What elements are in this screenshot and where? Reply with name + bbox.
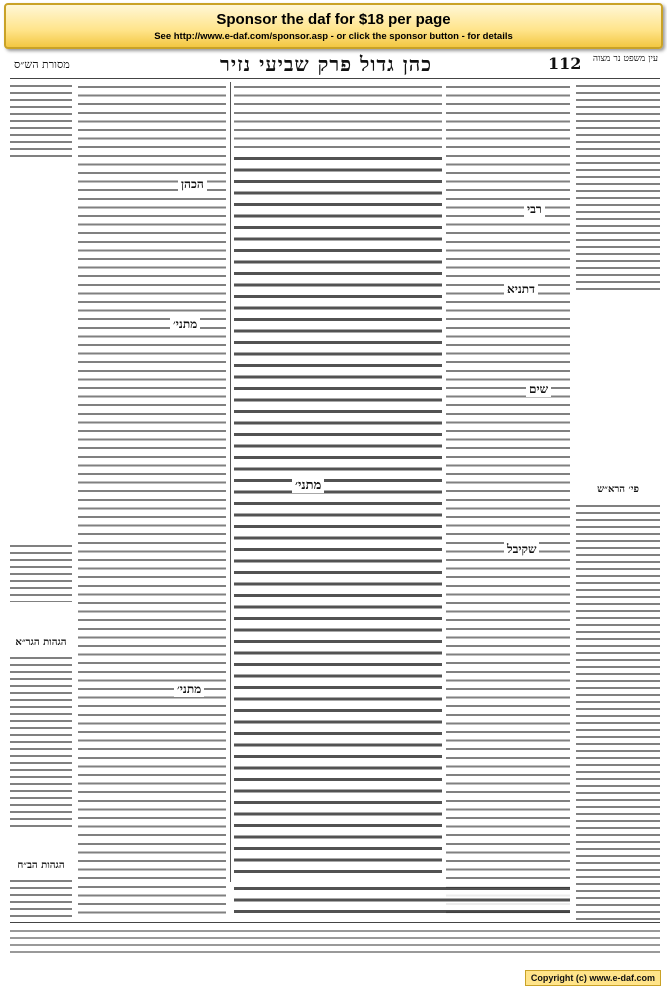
page-title: כהן גדול פרק שביעי נזיר bbox=[220, 52, 433, 76]
sponsor-banner[interactable] bbox=[4, 3, 663, 49]
tosafot-dibbur: הכהן bbox=[178, 177, 207, 192]
column-divider bbox=[230, 82, 231, 882]
gemara-top-band bbox=[234, 82, 442, 148]
page-header bbox=[10, 52, 660, 79]
tosafot-column bbox=[78, 82, 226, 920]
left-margin-column bbox=[10, 82, 72, 922]
ein-mishpat-heading: עין משפט נר מצוה bbox=[592, 54, 658, 64]
talmud-page bbox=[10, 52, 660, 970]
page-number: 112 bbox=[548, 54, 582, 73]
rashi-column bbox=[446, 82, 570, 920]
gemara-word-mishna: מתני׳ bbox=[292, 477, 324, 493]
mishna-marker-2: מתני׳ bbox=[174, 682, 204, 697]
rashi-word-2: דתניא bbox=[504, 282, 538, 297]
rashi-word-1: רבי bbox=[524, 202, 545, 217]
copyright-link[interactable]: Copyright (c) www.e-daf.com bbox=[525, 970, 661, 986]
rashi-word-3: שים bbox=[526, 382, 551, 397]
gemara-column bbox=[234, 152, 442, 878]
gra-heading: הגהות הגר״א bbox=[12, 637, 70, 648]
mishna-marker-1: מתני׳ bbox=[170, 317, 200, 332]
bach-heading: הגהות הב״ח bbox=[12, 860, 70, 871]
rosh-heading: פי׳ הרא״ש bbox=[580, 484, 656, 495]
masoret-hashas-heading: מסורת הש״ס bbox=[14, 58, 70, 71]
sponsor-headline: Sponsor the daf for $18 per page bbox=[216, 11, 451, 28]
gemara-bottom-block bbox=[234, 882, 570, 920]
right-margin-column bbox=[576, 82, 660, 920]
sponsor-subline[interactable]: See http://www.e-daf.com/sponsor.asp - or click the sponsor button - for details bbox=[154, 31, 513, 42]
rashi-word-4: שקיבל bbox=[504, 542, 539, 557]
page-footer bbox=[10, 922, 660, 963]
